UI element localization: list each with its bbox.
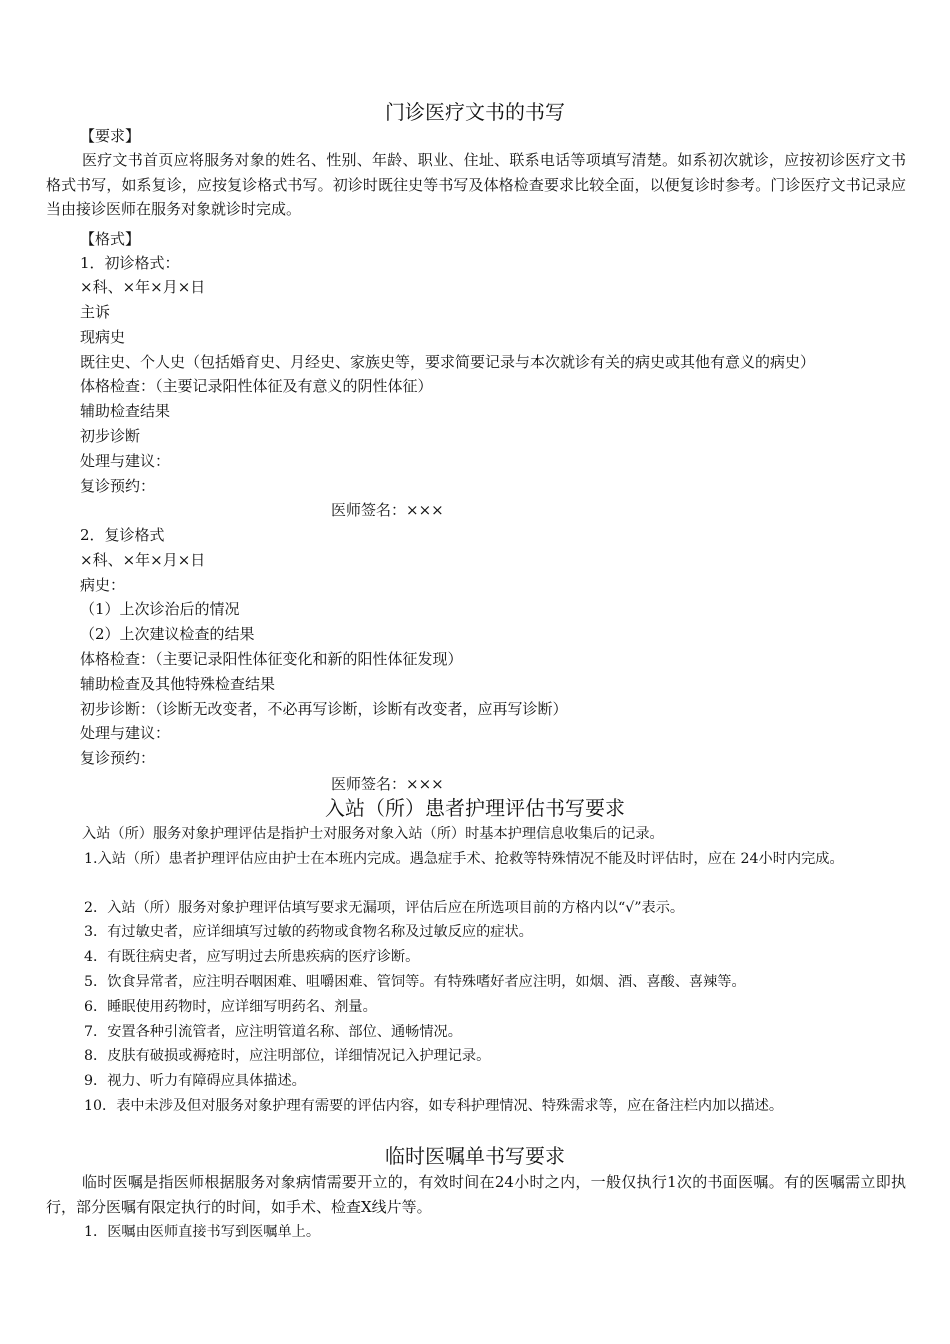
section2-item-7: 7．安置各种引流管者，应注明管道名称、部位、通畅情况。 [84, 1024, 462, 1040]
first-line-complaint: 主诉 [80, 303, 111, 321]
requirements-heading: 【要求】 [80, 127, 141, 145]
requirements-paragraph: 医疗文书首页应将服务对象的姓名、性别、年龄、职业、住址、联系电话等项填写清楚。如系初次就诊，应按初诊医疗文书格式书写，如系复诊，应按复诊格式书写。初诊时既往史等书写及体格检查要求比较全面，以便复诊时参考。门诊医疗文书记录应当由接诊医师在服务对象就诊时完成。 [46, 151, 906, 218]
section2-item-3: 3．有过敏史者，应详细填写过敏的药物或食物名称及过敏反应的症状。 [84, 924, 533, 940]
second-visit-heading: 2．复诊格式 [80, 526, 165, 544]
second-line-followup: 复诊预约： [80, 749, 156, 767]
section2-item-4: 4．有既往病史者，应写明过去所患疾病的医疗诊断。 [84, 949, 420, 965]
first-line-date: ×科、×年×月×日 [80, 278, 206, 296]
first-line-diagnosis: 初步诊断 [80, 427, 141, 445]
first-visit-heading: 1．初诊格式： [80, 254, 180, 272]
section2-title: 入站（所）患者护理评估书写要求 [325, 796, 625, 820]
section3-intro: 临时医嘱是指医师根据服务对象病情需要开立的，有效时间在24小时之内，一般仅执行1次的书面医嘱。有的医嘱需立即执行，部分医嘱有限定执行的时间，如手术、检查X线片等。 [46, 1173, 906, 1216]
section2-item-6: 6．睡眠使用药物时，应详细写明药名、剂量。 [84, 999, 377, 1015]
first-line-followup: 复诊预约： [80, 477, 156, 495]
section3-title: 临时医嘱单书写要求 [385, 1144, 565, 1168]
second-line-prev-exam: （2）上次建议检查的结果 [80, 625, 255, 643]
format-heading: 【格式】 [80, 230, 141, 248]
first-line-past-history: 既往史、个人史（包括婚育史、月经史、家族史等，要求简要记录与本次就诊有关的病史或其他有意义的病史） [80, 353, 816, 371]
second-line-exam: 体格检查：（主要记录阳性体征变化和新的阳性体征发现） [80, 650, 463, 668]
second-line-diagnosis: 初步诊断：（诊断无改变者，不必再写诊断，诊断有改变者，应再写诊断） [80, 700, 568, 718]
section1-title: 门诊医疗文书的书写 [385, 100, 565, 124]
second-line-date: ×科、×年×月×日 [80, 551, 206, 569]
first-line-exam: 体格检查：（主要记录阳性体征及有意义的阴性体征） [80, 377, 433, 395]
first-line-present-history: 现病史 [80, 328, 126, 346]
second-signature: 医师签名：××× [331, 775, 444, 793]
first-line-aux: 辅助检查结果 [80, 402, 171, 420]
second-line-aux: 辅助检查及其他特殊检查结果 [80, 675, 276, 693]
section2-item-9: 9．视力、听力有障碍应具体描述。 [84, 1073, 306, 1089]
section2-item-2: 2．入站（所）服务对象护理评估填写要求无漏项，评估后应在所选项目前的方格内以“√”表示。 [84, 900, 685, 916]
first-signature: 医师签名：××× [331, 501, 444, 519]
section2-intro: 入站（所）服务对象护理评估是指护士对服务对象入站（所）时基本护理信息收集后的记录。 [82, 826, 664, 842]
section2-item-1: 1.入站（所）患者护理评估应由护士在本班内完成。遇急症手术、抢救等特殊情况不能及时评估时，应在 24小时内完成。 [84, 851, 844, 867]
first-line-treatment: 处理与建议： [80, 452, 171, 470]
second-line-prev-treatment: （1）上次诊治后的情况 [80, 600, 240, 618]
section3-item-1: 1．医嘱由医师直接书写到医嘱单上。 [84, 1224, 321, 1240]
second-line-treatment: 处理与建议： [80, 724, 171, 742]
section2-item-5: 5．饮食异常者，应注明吞咽困难、咀嚼困难、管饲等。有特殊嗜好者应注明，如烟、酒、喜酸、喜辣等。 [84, 974, 746, 990]
second-line-history: 病史： [80, 576, 126, 594]
section2-item-10: 10．表中未涉及但对服务对象护理有需要的评估内容，如专科护理情况、特殊需求等，应在备注栏内加以描述。 [84, 1098, 784, 1114]
section2-item-8: 8．皮肤有破损或褥疮时，应注明部位，详细情况记入护理记录。 [84, 1048, 491, 1064]
